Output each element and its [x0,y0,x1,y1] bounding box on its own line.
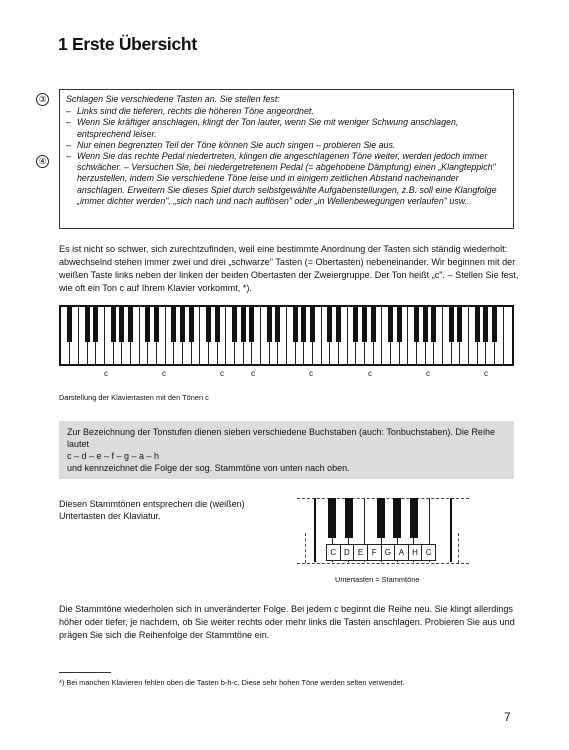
piano-keyboard-diagram [59,305,514,366]
footnote-rule [59,672,111,673]
black-key [180,307,185,342]
black-key [371,307,376,342]
black-key [241,307,246,342]
c-label: c [220,369,224,378]
white-key-divider [468,307,469,364]
note-name: D [341,545,355,560]
exercise-marker-4: ④ [36,155,49,168]
black-key [328,498,336,538]
dashed-line-left [305,533,306,563]
note-name: G [382,545,396,560]
black-key [171,307,176,342]
white-key-divider [104,307,105,364]
white-key-divider [321,307,322,364]
black-key [275,307,280,342]
exercise-item: – Links sind die tieferen, rechts die höheren Töne angeordnet. [66,106,505,117]
black-key [267,307,272,342]
black-key [206,307,211,342]
black-key [410,498,418,538]
definition-box [59,421,514,479]
black-key [492,307,497,342]
white-key-divider [381,307,382,364]
chapter-title: 1 Erste Übersicht [58,34,197,54]
black-key [397,307,402,342]
note-name: C [327,545,341,560]
white-key-divider [165,307,166,364]
black-key [189,307,194,342]
stammtoene-text: Diesen Stammtönen entsprechen die (weißen) Untertasten der Klaviatur. [59,499,245,521]
note-name: E [354,545,368,560]
black-key [111,307,116,342]
white-key-divider [78,307,79,364]
c-label: c [309,369,313,378]
exercise-lead: Schlagen Sie verschiedene Tasten an. Sie stellen fest: [66,94,280,104]
black-key [377,498,385,538]
black-key [457,307,462,342]
black-key [85,307,90,342]
white-key-divider [286,307,287,364]
black-key [293,307,298,342]
note-name: H [409,545,423,560]
exercise-list [66,106,505,207]
closing-paragraph: Die Stammtöne wiederholen sich in unveränderter Folge. Bei jedem c beginnt die Reihe neu. Sie klingt allerdings höher oder tiefer, je nachdem, ob Sie weiter rechts oder mehr links die Tasten anschlagen. Probieren Sie aus und prägen Sie sich die Reihenfolge der Stammtöne ein. [59,604,515,640]
keyboard-caption: Darstellung der Klaviertasten mit den Tönen c [59,393,209,402]
white-key-divider [199,307,200,364]
black-key [483,307,488,342]
exercise-marker-3: ③ [36,93,49,106]
white-key-divider [139,307,140,364]
note-sequence: c – d – e – f – g – a – h [67,451,160,461]
note-name: A [395,545,409,560]
white-key-divider [260,307,261,364]
exercise-item: – Wenn Sie das rechte Pedal niedertreten, klingen die angeschlagenen Töne weiter, werden jedoch immer schwächer. – Versuchen Sie, bei niedergetretenem Pedal (= abgehobene Dämpfung) einen „Klangteppich" herzustellen, indem Sie verschiedene Töne leise und in einigem zeitlichen Abstand nacheinander anschlagen. Erweitern Sie dieses Spiel durch selbstgewählte Aufgabenstellungen, z.B. soll eine Klangfolge „immer dichter werden", „sich nach und nach auflösen" oder „in Wellenbewegungen verlaufen" usw.. [66,151,505,207]
black-key [93,307,98,342]
black-key [249,307,254,342]
exercise-item: – Nur einen begrenzten Teil der Töne können Sie auch singen – probieren Sie aus. [66,140,505,151]
dashed-line-right [458,533,459,563]
footnote: *) Bei manchen Klavieren fehlen oben die Tasten b-h-c. Diese sehr hohen Töne werden selten verwendet. [59,678,405,687]
white-key-divider [442,307,443,364]
black-key [449,307,454,342]
intro-paragraph: Es ist nicht so schwer, sich zurechtzufinden, weil eine bestimmte Anordnung der Tasten sich ständig wiederholt: abwechselnd stehen immer zwei und drei „schwarze" Tasten (= Obertasten) nebeneinander. Wir beginnen mit der weißen Taste links neben der linken der beiden Obertasten der Zweiergruppe. Der Ton heißt „c". – Stellen Sie fest, wie oft ein Ton c auf Ihrem Klavier vorkommt, *). [59,244,519,293]
white-key-divider [347,307,348,364]
note-name: C [425,548,432,557]
black-key [475,307,480,342]
c-label: c [251,369,255,378]
black-key [393,498,401,538]
page-number: 7 [504,710,511,724]
note-name: F [368,545,382,560]
c-label: c [162,369,166,378]
black-key [310,307,315,342]
dashed-line-bottom [297,563,469,564]
black-key [353,307,358,342]
black-key [128,307,133,342]
black-key [423,307,428,342]
black-key [431,307,436,342]
black-key [362,307,367,342]
black-key [301,307,306,342]
black-key [215,307,220,342]
c-label: c [484,369,488,378]
note-name-row [326,544,436,561]
exercise-item: – Wenn Sie kräftiger anschlagen, klingt der Ton lauter, wenn Sie mit weniger Schwung anschlagen, entsprechend leiser. [66,117,505,139]
black-key [414,307,419,342]
white-key-divider [503,307,504,364]
black-key [145,307,150,342]
definition-text-end: und kennzeichnet die Folge der sog. Stammtöne von unten nach oben. [67,463,350,473]
black-key [336,307,341,342]
black-key [345,498,353,538]
c-label: c [426,369,430,378]
white-key-divider [225,307,226,364]
white-key-divider [407,307,408,364]
black-key [232,307,237,342]
octave-caption: Untertasten = Stammtöne [335,575,420,584]
c-label: c [368,369,372,378]
black-key [154,307,159,342]
c-label: c [104,369,108,378]
black-key [67,307,72,342]
definition-text: Zur Bezeichnung der Tonstufen dienen sieben verschiedene Buchstaben (auch: Tonbuchstaben). Die Reihe lautet [67,427,495,449]
black-key [327,307,332,342]
exercise-box [59,89,514,229]
black-key [119,307,124,342]
black-key [388,307,393,342]
